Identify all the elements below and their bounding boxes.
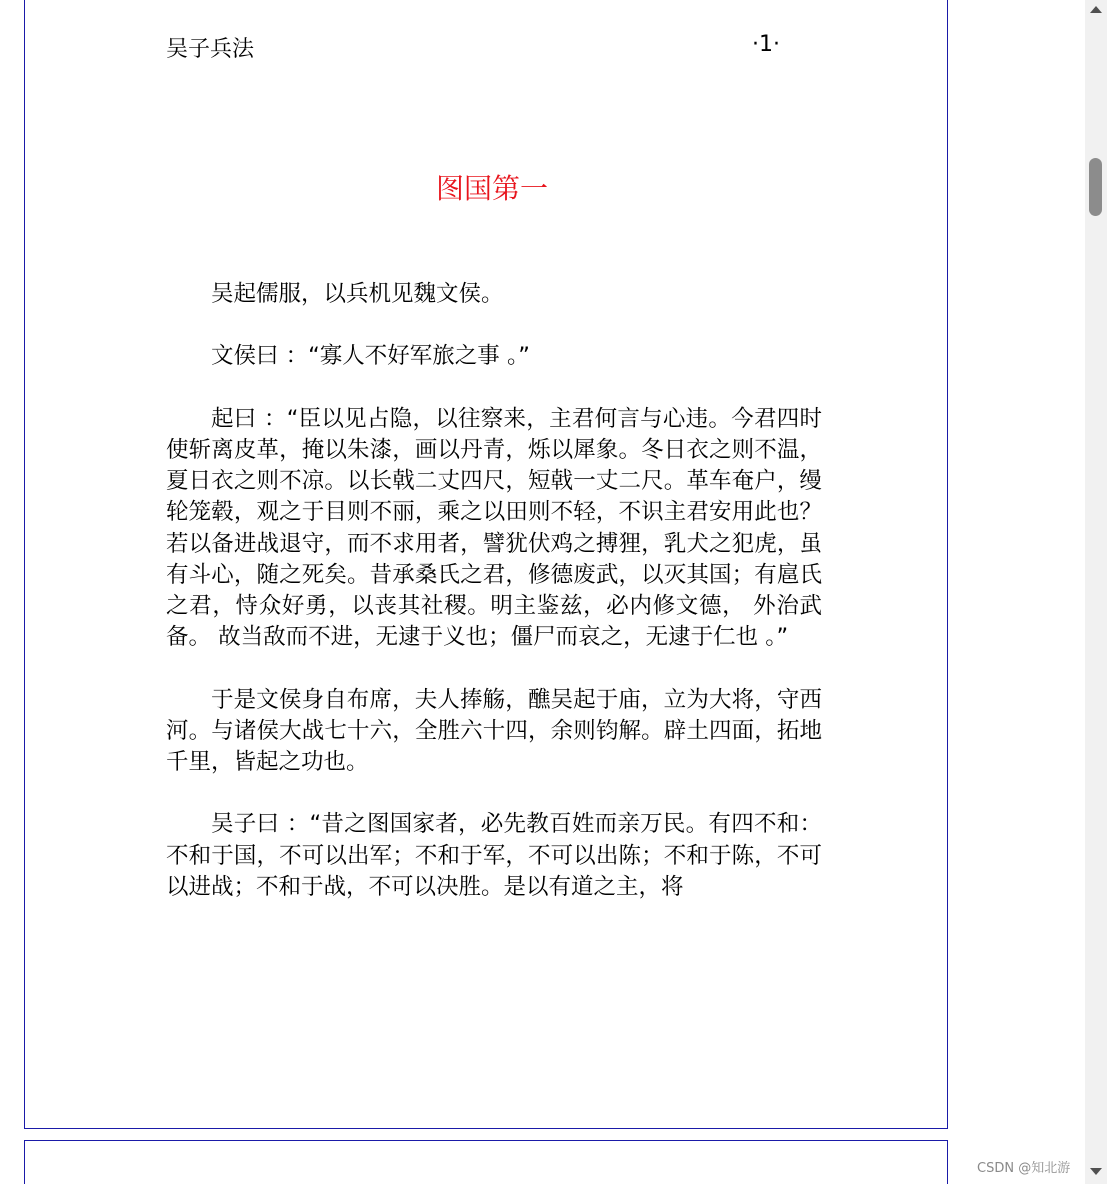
vertical-scrollbar[interactable] [1085, 0, 1107, 1184]
csdn-watermark: CSDN @知北游 [977, 1161, 1071, 1176]
paragraph: 于是文侯身自布席，夫人捧觞，醮吴起于庙，立为大将，守西河。与诸侯大战七十六，全胜六十四，余则钧解。辟土四面，拓地千里，皆起之功也。 [166, 686, 822, 775]
next-document-page [24, 1140, 948, 1184]
body-text [166, 279, 822, 934]
scroll-up-arrow-icon[interactable] [1090, 6, 1102, 13]
paragraph: 吴起儒服，以兵机见魏文侯。 [211, 281, 504, 307]
page-number: ·1· [752, 32, 780, 57]
paragraph: 起曰 ：“臣以见占隐，以往察来，主君何言与心违。今君四时使斩离皮革，掩以朱漆，画以丹青，烁以犀象。冬日衣之则不温，夏日衣之则不凉。以长戟二丈四尺，短戟一丈二尺。革车奄户，缦轮笼毂，观之于目则不丽，乘之以田则不轻，不识主君安用此也？若以备进战退守，而不求用者，譬犹伏鸡之搏狸，乳犬之犯虎，虽有斗心，随之死矣。昔承桑氏之君，修德废武，以灭其国；有扈氏之君，恃众好勇，以丧其社稷。明主鉴兹，必内修文德， 外治武备。 故当敌而不进，无逮于义也；僵尸而哀之，无逮于仁也 。” [166, 405, 822, 651]
paragraph: 文侯曰 ：“寡人不好军旅之事 。” [211, 343, 530, 370]
scrollbar-thumb[interactable] [1089, 158, 1102, 216]
paragraph: 吴子曰 ：“昔之图国家者，必先教百姓而亲万民。有四不和：不和于国，不可以出军；不和于军，不可以出陈；不和于陈，不可以进战；不和于战，不可以决胜。是以有道之主，将 [166, 811, 822, 900]
scroll-down-arrow-icon[interactable] [1090, 1168, 1102, 1175]
document-page [24, 0, 948, 1129]
chapter-title: 图国第一 [435, 172, 548, 205]
running-header-title: 吴子兵法 [166, 37, 255, 62]
